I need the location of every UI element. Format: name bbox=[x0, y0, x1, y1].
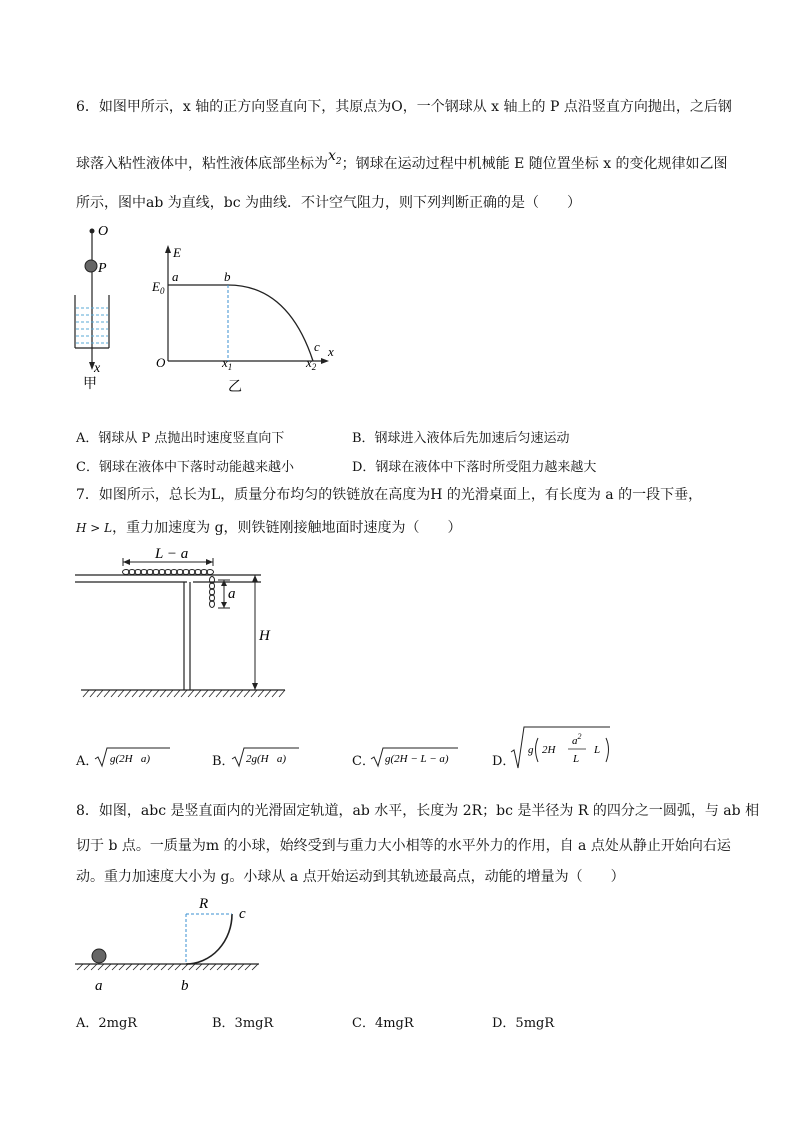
q6-line2-part-b: ；钢球在运动过程中机械能 E 随位置坐标 x 的变化规律如乙图 bbox=[341, 156, 728, 172]
q7-stem-line1: 7．如图所示，总长为L，质量分布均匀的铁链放在高度为H 的光滑桌面上，有长度为 a 的一段下垂， bbox=[76, 487, 703, 503]
label-H: H bbox=[259, 628, 270, 644]
point-a: a bbox=[172, 269, 179, 284]
svg-text:a2: $a^2$ bbox=[572, 732, 582, 747]
svg-text:L: L bbox=[594, 744, 601, 756]
q8-stem-line3: 动。重力加速度大小为 g。小球从 a 点开始运动到其轨迹最高点，动能的增量为（ ） bbox=[76, 869, 625, 885]
q6-option-a[interactable]: A．钢球从 P 点抛出时速度竖直向下 bbox=[76, 431, 285, 446]
q8-option-c[interactable]: C．4mgR bbox=[352, 1016, 414, 1031]
axis-label-x: x bbox=[328, 344, 334, 359]
label-R: R bbox=[199, 896, 209, 912]
svg-text:g(2H − L − a): g(2H − L − a) bbox=[385, 753, 449, 765]
q6-option-d[interactable]: D．钢球在液体中下落时所受阻力越来越大 bbox=[352, 460, 597, 475]
origin-O: O bbox=[156, 355, 166, 370]
label-E0: $E_0$ bbox=[152, 279, 165, 296]
label-x: x bbox=[94, 361, 101, 376]
q8-option-d[interactable]: D．5mgR bbox=[492, 1016, 555, 1031]
q6-x2-symbol: $x_2$ bbox=[328, 148, 342, 167]
q6-stem-line1: 6．如图甲所示，x 轴的正方向竖直向下，其原点为O，一个钢球从 x 轴上的 P 点沿竖直方向抛出，之后钢 bbox=[76, 99, 732, 115]
steel-ball bbox=[85, 260, 97, 272]
svg-text:g(2H a): g(2H a) bbox=[110, 753, 151, 765]
q7-option-c-sqrt bbox=[370, 746, 470, 770]
q8-option-a[interactable]: A．2mgR bbox=[76, 1016, 138, 1031]
q7-option-d-label[interactable]: D． bbox=[492, 754, 516, 769]
q6-stem-line3: 所示，图中ab 为直线，bc 为曲线．不计空气阻力，则下列判断正确的是（ ） bbox=[76, 195, 582, 211]
q7-option-c-label[interactable]: C． bbox=[352, 754, 375, 769]
point-b: b bbox=[224, 269, 231, 284]
q6-option-b[interactable]: B．钢球进入液体后先加速后匀速运动 bbox=[352, 431, 570, 446]
q7-stem-line2: H > L，重力加速度为 g，则铁链刚接触地面时速度为（ ） bbox=[76, 520, 462, 536]
q6-figure-left bbox=[65, 220, 125, 390]
q8-figure bbox=[73, 890, 273, 1000]
q7-option-d-sqrt bbox=[510, 724, 620, 772]
small-ball bbox=[92, 949, 106, 963]
q7-figure bbox=[75, 548, 305, 698]
caption-jia: 甲 bbox=[83, 377, 97, 392]
svg-text:L: L bbox=[573, 753, 580, 765]
svg-text:2H: 2H bbox=[542, 744, 556, 756]
label-L-minus-a: L − a bbox=[155, 546, 189, 562]
label-c: c bbox=[239, 906, 246, 922]
q7-option-a-sqrt bbox=[94, 746, 174, 770]
label-a: a bbox=[228, 586, 236, 602]
q7-option-b-sqrt bbox=[231, 746, 311, 770]
axis-label-E: E bbox=[173, 245, 181, 260]
caption-yi: 乙 bbox=[228, 380, 242, 395]
label-O: O bbox=[98, 224, 109, 239]
point-c: c bbox=[314, 339, 320, 354]
svg-text:2g(H a): 2g(H a) bbox=[246, 753, 287, 765]
q6-option-c[interactable]: C．钢球在液体中下落时动能越来越小 bbox=[76, 460, 294, 475]
label-a: a bbox=[95, 978, 103, 994]
q8-stem-line1: 8．如图，abc 是竖直面内的光滑固定轨道，ab 水平，长度为 2R；bc 是半径为 R 的四分之一圆弧，与 ab 相 bbox=[76, 803, 760, 819]
q6-stem-line2 bbox=[76, 148, 728, 180]
q7-option-b-label[interactable]: B． bbox=[212, 754, 235, 769]
label-b: b bbox=[181, 978, 189, 994]
label-P: P bbox=[98, 261, 107, 276]
tick-x2: $x_2$ bbox=[306, 355, 317, 372]
q6-figure-right bbox=[148, 243, 348, 393]
q7-option-a-label[interactable]: A． bbox=[76, 754, 99, 769]
tick-x1: $x_1$ bbox=[222, 355, 233, 372]
q8-option-b[interactable]: B．3mgR bbox=[212, 1016, 274, 1031]
svg-text:g: g bbox=[528, 744, 534, 756]
q7-condition: H > L bbox=[76, 521, 113, 535]
q6-line2-part-a: 球落入粘性液体中，粘性液体底部坐标为 bbox=[76, 156, 328, 172]
q8-stem-line2: 切于 b 点。一质量为m 的小球，始终受到与重力大小相等的水平外力的作用，自 a 点处从静止开始向右运 bbox=[76, 838, 731, 854]
